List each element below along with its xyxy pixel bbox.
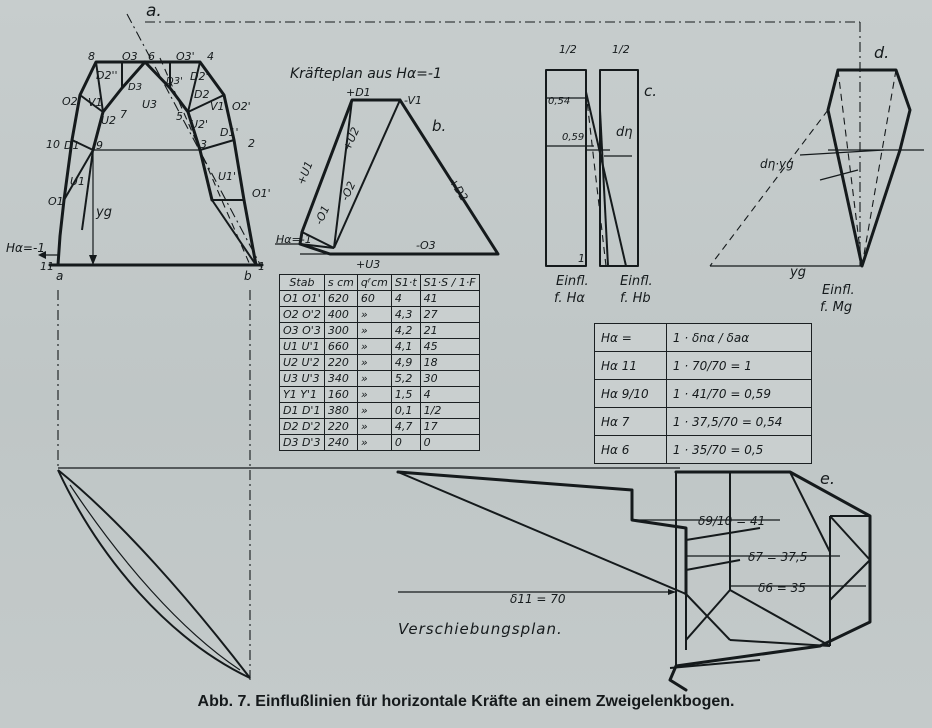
node-a: a — [56, 269, 64, 283]
b-pD1: +D1 — [346, 86, 371, 99]
table-cell: 4,9 — [391, 355, 420, 371]
table-cell: Hα = — [595, 324, 667, 352]
node-9: 9 — [96, 139, 103, 152]
table-cell: 27 — [420, 307, 479, 323]
d-detayg: dη·yg — [760, 157, 794, 171]
table-row — [280, 387, 480, 403]
label-yg: yg — [96, 205, 112, 220]
d-yg: yg — [790, 265, 806, 280]
table-cell: O3 O'3 — [280, 323, 325, 339]
table-cell: 0 — [391, 435, 420, 451]
table-cell: » — [357, 419, 391, 435]
e-d910: δ9/10 = 41 — [698, 514, 766, 528]
header-cell: qᶠcm — [357, 275, 391, 291]
table-cell: 400 — [324, 307, 357, 323]
einfl-mg-1: Einfl. — [822, 283, 855, 298]
b-pD2: +D2 — [446, 175, 471, 204]
table-cell: 4,7 — [391, 419, 420, 435]
label-D1: D1 — [64, 139, 80, 152]
table-cell: 5,2 — [391, 371, 420, 387]
table-cell: U2 U'2 — [280, 355, 325, 371]
label-e: e. — [820, 469, 835, 488]
table-cell: 4 — [391, 291, 420, 307]
einfl-ha-1: Einfl. — [556, 274, 589, 289]
node-1: 1 — [258, 260, 265, 273]
table-cell: U3 U'3 — [280, 371, 325, 387]
table-cell: » — [357, 355, 391, 371]
stab-table — [279, 274, 480, 451]
table-cell: 340 — [324, 371, 357, 387]
table-cell: 4,1 — [391, 339, 420, 355]
node-4: 4 — [207, 50, 214, 63]
header-cell: Stab — [280, 275, 325, 291]
header-cell: s cm — [324, 275, 357, 291]
c-one: 1 — [578, 252, 585, 265]
table-cell: 380 — [324, 403, 357, 419]
label-O3p: O3' — [176, 50, 195, 63]
einfl-hb-1: Einfl. — [620, 274, 653, 289]
label-D2pp: D2'' — [96, 69, 118, 82]
table-cell: Hα 6 — [595, 436, 667, 464]
table-cell: Hα 11 — [595, 352, 667, 380]
table-cell: 0 — [420, 435, 479, 451]
table-cell: 60 — [357, 291, 391, 307]
table-row — [280, 291, 480, 307]
table-row — [280, 419, 480, 435]
table-cell: 1 · 70/70 = 1 — [666, 352, 811, 380]
label-ha-left: Hα=-1 — [6, 241, 45, 255]
table-cell: Hα 7 — [595, 408, 667, 436]
table-cell: 30 — [420, 371, 479, 387]
table-cell: 1 · 35/70 = 0,5 — [666, 436, 811, 464]
table-cell: 18 — [420, 355, 479, 371]
label-c: c. — [644, 82, 658, 100]
c-half1: 1/2 — [559, 43, 577, 56]
b-mV1: -V1 — [404, 94, 423, 107]
table-cell: 4,2 — [391, 323, 420, 339]
table-row — [280, 371, 480, 387]
label-V1p: V1' — [210, 100, 228, 113]
node-6: 6 — [148, 50, 155, 63]
table-cell: D1 D'1 — [280, 403, 325, 419]
label-a: a. — [146, 1, 162, 21]
node-2: 2 — [248, 137, 255, 150]
label-U2p: U2' — [190, 118, 209, 131]
c-054: 0,54 — [548, 96, 571, 107]
table-cell: 4,3 — [391, 307, 420, 323]
label-O2: O2 — [62, 95, 78, 108]
table-row — [595, 408, 812, 436]
stab-table-header — [280, 275, 480, 291]
table-cell: 220 — [324, 355, 357, 371]
table-cell: O1 O1' — [280, 291, 325, 307]
table-cell: » — [357, 403, 391, 419]
label-U1p: U1' — [218, 170, 237, 183]
header-cell: S1·S / 1·F — [420, 275, 479, 291]
label-V1: V1 — [88, 96, 103, 109]
table-cell: 17 — [420, 419, 479, 435]
b-mO3: -O3 — [416, 239, 436, 252]
table-cell: O2 O'2 — [280, 307, 325, 323]
table-cell: 4 — [420, 387, 479, 403]
table-cell: 21 — [420, 323, 479, 339]
label-D2p: D2' — [190, 70, 209, 83]
e-d6: δ6 = 35 — [758, 581, 806, 595]
table-cell: 45 — [420, 339, 479, 355]
table-cell: 220 — [324, 419, 357, 435]
table-cell: 1 · 41/70 = 0,59 — [666, 380, 811, 408]
figure-caption: Abb. 7. Einflußlinien für horizontale Kräfte an einem Zweigelenkbogen. — [197, 693, 735, 710]
einfl-ha-2: f. Hα — [554, 291, 585, 306]
einfl-hb-2: f. Hb — [620, 291, 651, 306]
table-cell: 1/2 — [420, 403, 479, 419]
table-cell: 1 · 37,5/70 = 0,54 — [666, 408, 811, 436]
table-cell: Y1 Y'1 — [280, 387, 325, 403]
label-O2p: O2' — [232, 100, 251, 113]
table-row — [280, 307, 480, 323]
node-8: 8 — [88, 50, 95, 63]
node-5: 5 — [176, 110, 183, 123]
label-D3p: D3' — [166, 76, 183, 87]
c-deta: dη — [616, 125, 633, 140]
label-D1p: D1' — [220, 126, 239, 139]
table-cell: » — [357, 371, 391, 387]
b-pU1: +U1 — [294, 159, 316, 187]
b-pU3: +U3 — [356, 258, 381, 271]
label-U2: U2 — [101, 114, 117, 127]
node-3: 3 — [200, 138, 207, 151]
e-d11: δ11 = 70 — [510, 592, 566, 606]
table-cell: 1 · δnα / δaα — [666, 324, 811, 352]
table-cell: 300 — [324, 323, 357, 339]
table-cell: U1 U'1 — [280, 339, 325, 355]
table-cell: 1,5 — [391, 387, 420, 403]
table-cell: 0,1 — [391, 403, 420, 419]
influence-line-mg — [710, 22, 924, 266]
h-table — [594, 323, 812, 464]
label-verschiebungsplan: Verschiebungsplan. — [398, 620, 563, 638]
b-mO1: -O1 — [312, 203, 333, 227]
b-Ha: Hα=-1 — [276, 233, 312, 246]
table-cell: » — [357, 307, 391, 323]
header-cell: S1·t — [391, 275, 420, 291]
table-row — [280, 435, 480, 451]
label-D3: D3 — [128, 82, 143, 93]
table-cell: 620 — [324, 291, 357, 307]
b-pU2: +U2 — [340, 125, 363, 153]
table-row — [595, 436, 812, 464]
table-row — [280, 355, 480, 371]
table-row — [280, 403, 480, 419]
table-cell: D2 D'2 — [280, 419, 325, 435]
c-half2: 1/2 — [612, 43, 630, 56]
table-row — [280, 323, 480, 339]
table-cell: » — [357, 323, 391, 339]
table-cell: » — [357, 339, 391, 355]
table-row — [595, 352, 812, 380]
einfl-mg-2: f. Mg — [820, 300, 853, 315]
table-cell: 240 — [324, 435, 357, 451]
table-cell: 160 — [324, 387, 357, 403]
table-cell: 41 — [420, 291, 479, 307]
table-cell: D3 D'3 — [280, 435, 325, 451]
node-10: 10 — [46, 138, 60, 151]
node-b: b — [244, 269, 252, 283]
table-cell: » — [357, 387, 391, 403]
node-7: 7 — [120, 108, 127, 121]
label-O1: O1 — [48, 195, 64, 208]
label-O1p: O1' — [252, 187, 271, 200]
b-mO2: -O2 — [338, 179, 359, 203]
label-O3: O3 — [122, 50, 138, 63]
table-row — [595, 324, 812, 352]
table-cell: 660 — [324, 339, 357, 355]
e-d7: δ7 = 37,5 — [748, 550, 808, 564]
table-row — [595, 380, 812, 408]
label-U3: U3 — [142, 98, 158, 111]
c-059: 0,59 — [562, 132, 585, 143]
label-D2p-b: D2 — [194, 88, 210, 101]
table-cell: Hα 9/10 — [595, 380, 667, 408]
label-b: b. — [432, 117, 447, 135]
label-U1: U1 — [70, 175, 86, 188]
table-cell: » — [357, 435, 391, 451]
node-11: 11 — [40, 260, 54, 273]
table-row — [280, 339, 480, 355]
label-d: d. — [874, 43, 890, 62]
label-kraefteplan: Kräfteplan aus Hα=-1 — [290, 66, 442, 82]
